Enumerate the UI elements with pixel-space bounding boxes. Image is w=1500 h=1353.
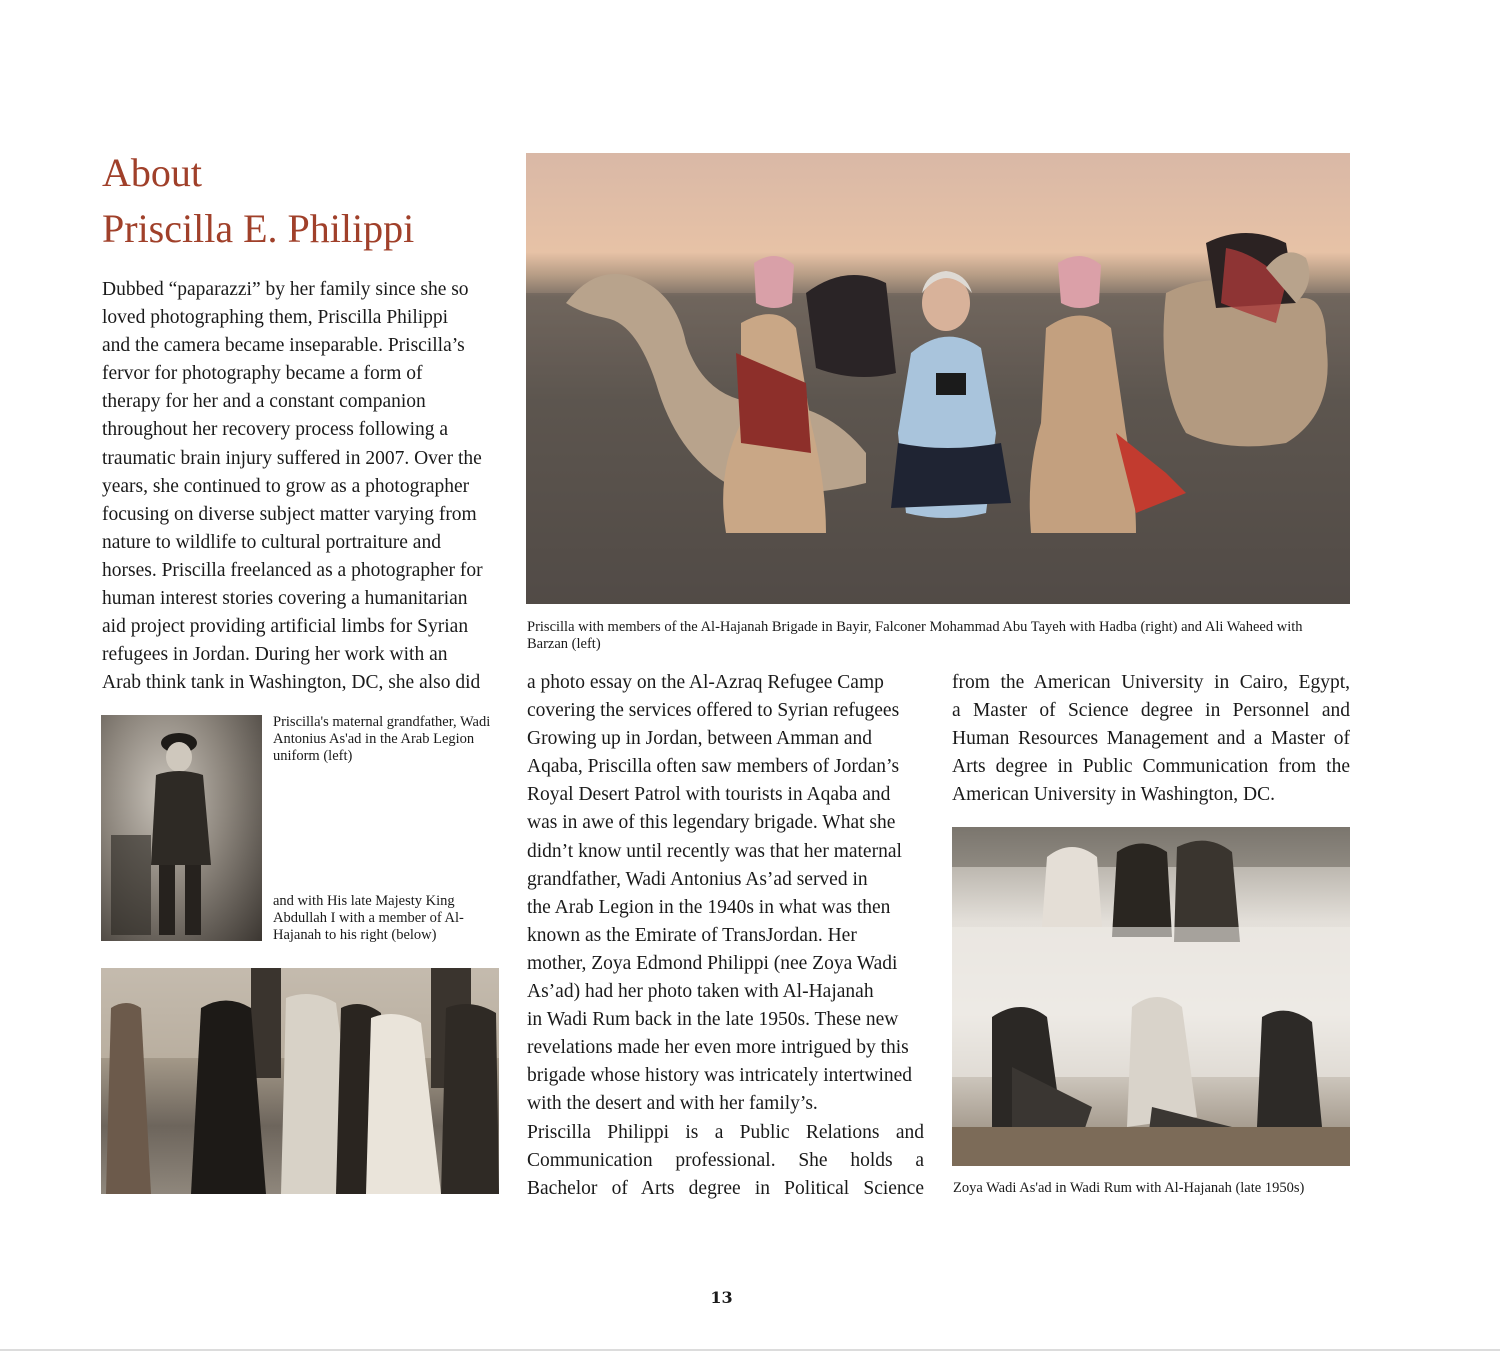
body-text-line: horses. Priscilla freelanced as a photographer for bbox=[102, 559, 483, 581]
photo-king-scene bbox=[101, 968, 499, 1194]
body-text-line: refugees in Jordan. During her work with an bbox=[102, 644, 448, 666]
body-text-line: and the camera became inseparable. Priscilla’s bbox=[102, 335, 465, 357]
body-text-line: Dubbed “paparazzi” by her family since she so bbox=[102, 279, 469, 300]
body-text-line: mother, Zoya Edmond Philippi (nee Zoya Wadi bbox=[527, 952, 898, 974]
body-column-3 bbox=[952, 669, 1350, 809]
body-text-line: human interest stories covering a humanitarian bbox=[102, 588, 468, 610]
body-text-line: therapy for her and a constant companion bbox=[102, 391, 426, 413]
body-text-line: Human Resources Management and a Master of bbox=[952, 728, 1350, 750]
body-text-line: As’ad) had her photo taken with Al-Hajanah bbox=[527, 981, 874, 1003]
king-caption: and with His late Majesty King Abdullah I with a member of Al-Hajanah to his right (below) bbox=[273, 893, 464, 943]
photo-grandfather-figure bbox=[101, 715, 262, 941]
grandfather-caption: Priscilla's maternal grandfather, Wadi Antonius As'ad in the Arab Legion uniform (left) bbox=[273, 714, 491, 764]
body-text-line: aid project providing artificial limbs for Syrian bbox=[102, 616, 469, 638]
page-number: 13 bbox=[710, 1288, 733, 1307]
body-text-line: with the desert and with her family’s. bbox=[527, 1093, 818, 1115]
body-text-line: Priscilla Philippi is a Public Relations and bbox=[527, 1122, 924, 1143]
body-text-line: brigade whose history was intricately intertwined bbox=[527, 1065, 913, 1087]
main-photo-caption: Priscilla with members of the Al-Hajanah Brigade in Bayir, Falconer Mohammad Abu Tayeh with Hadba (right) and Ali Waheed with Barzan (left) bbox=[527, 619, 1303, 652]
photo-grandfather bbox=[101, 715, 262, 941]
body-text-line: throughout her recovery process following a bbox=[102, 419, 449, 441]
body-text-line: American University in Washington, DC. bbox=[952, 784, 1276, 806]
zoya-caption: Zoya Wadi As'ad in Wadi Rum with Al-Hajanah (late 1950s) bbox=[953, 1180, 1305, 1196]
body-column-1 bbox=[102, 276, 512, 697]
bottom-divider bbox=[0, 1349, 1500, 1351]
body-text-line: covering the services offered to Syrian refugees bbox=[527, 700, 900, 722]
page-title bbox=[102, 145, 522, 257]
photo-al-hajanah-brigade bbox=[526, 153, 1350, 604]
body-text-line: Growing up in Jordan, between Amman and bbox=[527, 728, 872, 750]
body-text-line: a photo essay on the Al-Azraq Refugee Camp bbox=[527, 672, 884, 693]
photo-zoya-wadi-rum bbox=[952, 827, 1350, 1166]
body-text-line: Bachelor of Arts degree in Political Science bbox=[527, 1178, 924, 1200]
body-column-2 bbox=[527, 669, 924, 1119]
photo-king-abdullah bbox=[101, 968, 499, 1194]
body-text-line: the Arab Legion in the 1940s in what was then bbox=[527, 896, 891, 918]
body-text-line: focusing on diverse subject matter varying from bbox=[102, 503, 477, 525]
body-text-line: a Master of Science degree in Personnel and bbox=[952, 700, 1350, 722]
body-text-line: loved photographing them, Priscilla Philippi bbox=[102, 307, 449, 329]
photo-al-hajanah-scene bbox=[526, 153, 1350, 604]
body-text-line: Arts degree in Public Communication from the bbox=[952, 756, 1350, 778]
body-text-line: Arab think tank in Washington, DC, she also did bbox=[102, 672, 481, 694]
body-text-line: revelations made her even more intrigued by this bbox=[527, 1037, 909, 1059]
body-text-line: years, she continued to grow as a photographer bbox=[102, 475, 470, 497]
body-text-line: Aqaba, Priscilla often saw members of Jordan’s bbox=[527, 756, 900, 778]
title-line-about: About bbox=[102, 150, 202, 195]
body-text-line: didn’t know until recently was that her maternal bbox=[527, 840, 902, 862]
body-text-line: from the American University in Cairo, Egypt, bbox=[952, 672, 1350, 693]
title-line-name: Priscilla E. Philippi bbox=[102, 206, 415, 251]
body-text-line: traumatic brain injury suffered in 2007. Over the bbox=[102, 447, 482, 469]
body-text-line: Communication professional. She holds a bbox=[527, 1150, 924, 1172]
body-text-line: Royal Desert Patrol with tourists in Aqaba and bbox=[527, 784, 891, 806]
body-text-line: fervor for photography became a form of bbox=[102, 363, 423, 385]
body-text-line: nature to wildlife to cultural portraiture and bbox=[102, 531, 441, 553]
body-text-line: known as the Emirate of TransJordan. Her bbox=[527, 924, 857, 946]
body-text-line: was in awe of this legendary brigade. What she bbox=[527, 812, 896, 834]
body-text-line: in Wadi Rum back in the late 1950s. These new bbox=[527, 1009, 899, 1031]
photo-zoya-scene bbox=[952, 827, 1350, 1166]
body-column-2-paragraph-2 bbox=[527, 1119, 924, 1203]
body-text-line: grandfather, Wadi Antonius As’ad served in bbox=[527, 868, 868, 890]
